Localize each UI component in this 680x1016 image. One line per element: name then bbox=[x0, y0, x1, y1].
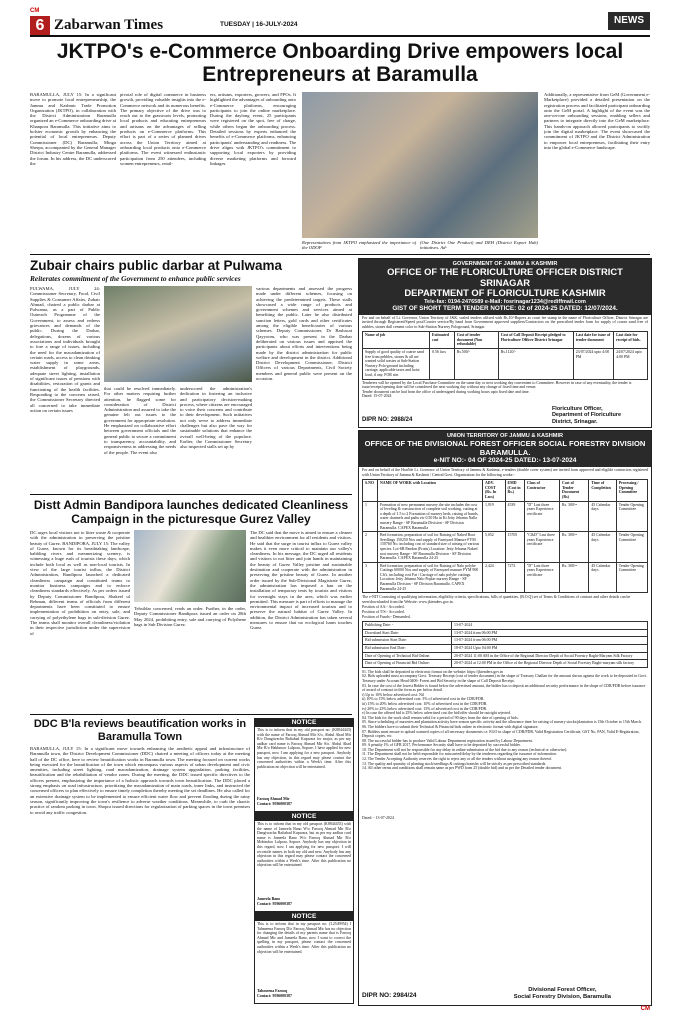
notice-3-contact: Contact: 9596000387 bbox=[257, 993, 292, 998]
tender2-condition: i) Up to 10% below advertised cost: Nil bbox=[362, 692, 424, 697]
tender2-condition: iv) 20% to 25% below advertised cost: 15% of advertised cost in the CDR/FDR. bbox=[362, 706, 488, 711]
table-row bbox=[363, 629, 648, 637]
tender2-position-1: Position of AA:- Accorded. bbox=[362, 605, 405, 610]
tender2-r3-c5: Rs. 300/= bbox=[560, 562, 589, 593]
notice-1-name: Farooq Ahmad Mir bbox=[257, 797, 290, 801]
story2-photo bbox=[104, 286, 252, 382]
tender1-contact: Tele-fax: 0194-2476589 e-Mail: fosrinagar1234@rediffmail.com bbox=[424, 298, 586, 305]
lead-caption-left: Representatives from JKTPO emphasized the importance of the ODOP bbox=[302, 240, 416, 251]
tender2-r2-c1: Bed formation, preparation of soil for Raising of Naked Root Seedlings 150250 Nos and supply of Farmyard Manure FYM 150760 No. including cost of standard size of raising of various species. Lot-6B Pandan (Fruits) Location: Jetty Jehama Naked root nursery Range - SF Baramulla Division - SF Division Baramulla. CAPEX Baramulla 24-25 bbox=[378, 532, 483, 563]
tender2-r1-c5: Rs. 300/= bbox=[560, 501, 589, 532]
tender2-th-0: S.NO bbox=[363, 480, 378, 501]
tender2-r1-c0: 1 bbox=[363, 501, 378, 532]
tender1-td-3: Rs.1120/- bbox=[498, 349, 573, 380]
tender2-date-label-5: Date of Opening of Technical Bid Online. bbox=[363, 652, 452, 660]
notice-3-body: This is to inform that in my passport no. (L2549954) I Tahmeena Farooq D/o Farooq Ahmad Mir has no objection for changing the details of my parents name that is Farooq Ahmad Mir and Jameela Bano, now I want to correct the spelling in my passport, please contact the concerned authorities within a Week's time. After this publication no objection will be entertained. bbox=[257, 922, 351, 954]
notice-1 bbox=[254, 718, 354, 812]
table-row bbox=[363, 622, 648, 630]
tender2-signoff bbox=[514, 987, 611, 1001]
dateline: TUESDAY | 16-JULY-2024 bbox=[220, 21, 298, 28]
tender2-condition: 14. All other terms and conditions shall remain same as per PWD form 25 (double bid) and as per the Detailed tender document. bbox=[362, 766, 562, 771]
tender2-r3-c1: Bed formation, preparation of soil for Raising of Nalo polybe Cuttings 60000 Nos and supply of Farmyard manure FYM 900 Cft's, including cost Fat / Carriage of nalo polybe cuttings. Location: Jetty Jehama Nalo Poplar nursery Range - SF Baramulla Division - SF Division Baramulla. CAPEX Baramulla 24-25 bbox=[378, 562, 483, 593]
tender2-th-3: EMD (Cost in Rs.) bbox=[505, 480, 524, 501]
header-rule bbox=[30, 35, 650, 37]
lead-headline: JKTPO's e-Commerce Onboarding Drive empowers local Entrepreneurs at Baramulla bbox=[56, 40, 624, 86]
tender1-footnote2: Tender document can be had from the office of undersigned during working hours upto fixed date and time. bbox=[362, 389, 530, 394]
notice-2-title: NOTICE bbox=[255, 813, 353, 821]
story2-col-4: various departments and assessed the progress made under different schemes, focusing on achieving the predetermined targets. These stalls showcased a wide range of products and government schemes and services aimed at benefiting the public. Later he also distributed sanction letters, gold cards and other certificates among the eligible beneficiaries of various schemes. Deputy Commissioner, Dr Bashacat Qayyoom, who was present in the Darbar deliberated on various issues and apprised the participants about efforts and interventions being made by the district administration for public welfare and development in the district. Additional District Development Commissioner, District Officers of various Departments, Civil Society members and general public were present on the occasion. bbox=[256, 286, 352, 382]
tender2-r1-c7: Tender Opening Committee bbox=[616, 501, 647, 532]
tender2-condition: 12. The Tender Accepting Authority reserves the right to reject any or all the tenders without assigning any reason thereof. bbox=[362, 757, 553, 762]
page-number: 6 bbox=[30, 16, 50, 35]
tender2-position-3: Position of Funds:- Demanded. bbox=[362, 614, 411, 619]
tender2-mid-note: The e-NIT Consisting of qualifying information, eligibility criteria, specifications, bills of quantities, (B.O.Q) set of Terms & Conditions of contract and other details can be seen/downloaded from the Website: www.jktenders.gov.in. bbox=[362, 595, 631, 604]
tender1-dept: DEPARTMENT OF FLORICULTURE KASHMIR bbox=[404, 287, 606, 298]
tender2-th-5: Cost of Tender Document (Rs) bbox=[560, 480, 589, 501]
tender2-date-label-1: Publishing Date: - bbox=[363, 622, 452, 630]
tender1-notice-line: GIST OF SHORT TERM TENDER NOTICE: 02 of 2024-25 DATED: 12/07/2024. bbox=[392, 304, 618, 312]
tender2-conditions bbox=[359, 670, 651, 816]
lead-col-1: BARAMULLA, JULY 15: In a significant move to promote local entrepreneurship, the Jammu and Kashmir Trade Promotion Organization (JKTPO), in collaboration with the District Administration Baramulla organized an e-Commerce onboarding drive at Khanpora Baramulla. This initiative aims to bolster economic growth by enhancing the potential of local entrepreneurs. Deputy Commissioner (DC) Baramulla, Minga Sherpa, accompanied by the General Manager District Industry Centre Baramulla, addressed the forum. In his address, the DC underscored the bbox=[30, 92, 116, 166]
tender2-th-4: Class of Contractor bbox=[524, 480, 559, 501]
notice-3-title: NOTICE bbox=[255, 913, 353, 921]
table-row bbox=[363, 532, 648, 563]
tender2-r1-c1: Formation of new permanent nursery the site includes the cost of leveling & construction of complete soil working, cutting at a depth of 1.5 to 2 Formation of nursery beds, raising of bunds, water channels and paths etc 0.50 Ha in Kt Jetty Jehama Nalla nursery Range - SF Baramulla Division - SF Division Baramulla. CAPEX Baramulla bbox=[378, 501, 483, 532]
masthead-bar bbox=[30, 8, 650, 36]
story2-subhead: Reiterates commitment of the Government to enhance public services bbox=[30, 274, 241, 283]
notice-3 bbox=[254, 912, 354, 1004]
notice-2 bbox=[254, 812, 354, 912]
notice-2-name: Jameela Bano bbox=[257, 897, 281, 901]
lead-col-4: Additionally, a representative from GeM (Government e-Marketplace) provided a detailed presentation on the registration process and facilitated participant onboarding onto the GeM portal. A highlight of the event was the one-on-one onboarding sessions, enabling sellers and partners to integrate directly into the GeM marketplace. This hands-on approach allowed participants to swiftly join the digital marketplace. The event showcased the commitment of JKTPO and the District Administration to empower local entrepreneurs, facilitating their entry into the global e-Commerce landscape. bbox=[544, 92, 650, 150]
tender1-signoff-3: District, Srinagar. bbox=[551, 418, 598, 425]
tender1-th-4: Last date for issue of tender document bbox=[573, 332, 613, 349]
tender1-th-0: Name of job bbox=[363, 332, 430, 349]
notice-1-body: This is to inform that in my old passport no. (K8844443) with the name of Farooq Ahmad Mir S/o, Abdul Ahad Mir R/o Dangiwacha Rafiabad Kupwara for major, as per my aadhar card name is Farooq Ahmad Mir S/o. Abdul Ahad Mir R/o Hakhnoor Lalpora, Sopore, I have applied for new passport, now I am applying for a new passport. Anybody has any objection, in this regard may please contact the concerned authorities within a Week's time. After this publication no objection will be entertained. bbox=[257, 728, 351, 769]
tender1-signoff bbox=[552, 406, 621, 426]
brand-mark-bottom: CM bbox=[640, 1006, 650, 1012]
tender2-condition: 01. The bids shall be deposited in electronic format on the website: https://jktenders.gov.in bbox=[362, 669, 503, 674]
tender2-r3-c7: Tender Opening Committee bbox=[616, 562, 647, 593]
tender2-th-6: Time of Completion bbox=[589, 480, 616, 501]
notice-1-contact: Contact: 9596000387 bbox=[257, 801, 292, 806]
tender2-dated: Dated: - 13-07-2024 bbox=[362, 815, 394, 820]
tender2-banner bbox=[359, 431, 651, 467]
tender2-r1-c6: 45 Calendar days bbox=[589, 501, 616, 532]
tender2-r2-c6: 45 Calendar days bbox=[589, 532, 616, 563]
tender1-table bbox=[362, 331, 648, 379]
tender2-condition: 04. The bids for the work shall remain valid for a period of 90 days from the date of opening of bids. bbox=[362, 715, 519, 720]
tender2-date-value-2: 13-07-2024 from 06:00 PM bbox=[452, 629, 648, 637]
tender1-td-2: Rs.500/- bbox=[454, 349, 498, 380]
tender2-r2-c5: Rs. 300/= bbox=[560, 532, 589, 563]
table-row bbox=[363, 501, 648, 532]
notice-3-name: Tahmeena Farooq bbox=[257, 989, 288, 993]
lead-bottom-rule bbox=[30, 254, 650, 255]
tender2-th-1: NAME OF WORK with Location bbox=[378, 480, 483, 501]
tender2-dates-table bbox=[362, 621, 648, 668]
story3-headline: Distt Admin Bandipora launches dedicated Cleanliness Campaign in the picturesque Gurez Valley bbox=[33, 498, 349, 526]
story2-headline: Zubair chairs public darbar at Pulwama bbox=[30, 258, 283, 273]
tender2-office: OFFICE OF THE DIVISIONAL FOREST OFFICER SOCIAL FORESTRY DIVISION BARAMULLA. bbox=[364, 439, 646, 457]
story3-photo bbox=[134, 530, 246, 602]
story2-col-2: that could be resolved immediately. For other matters requiring further attention, he flagged some for consideration of District Administration and assured to take the genuine felt out issues to the government for appropriate resolution. He emphasized on collaborative effort between government officials and the general public to secure a commitment to transparency, accountability, and responsiveness in addressing the needs of the people. The event also bbox=[104, 386, 176, 455]
tender2-condition: 06. The bidders have to submit their Technical & Financial bids online in electronic format with digital signature. bbox=[362, 724, 539, 729]
tender2-date-label-4: Bid submission End Date: bbox=[363, 645, 452, 653]
tender2-r1-c2: 1,919 bbox=[483, 501, 506, 532]
tender2-date-label-3: Bid submission Start Date: bbox=[363, 637, 452, 645]
tender2-condition: iii) 15% to 20% below advertised cost: 10% of advertised cost in the CDR/FDR. bbox=[362, 701, 488, 706]
lead-col-3: ers, artisans, exporters, growers, and FPOs. It highlighted the advantages of onboarding onto e-Commerce platforms, encouraging participants to join the online marketplace. During the daylong event, 25 participants were registered on the spot, free of charge, while others began the onboarding process. Detailed sessions by experts enhanced the benefits of e-Commerce platforms, enhancing participants' understanding and readiness. The drive aligns with JKTPO's commitment to supporting local exporters by providing diverse marketing platforms and forward linkages. bbox=[210, 92, 296, 166]
story3-col-1: DC urges local visitors not to litter waste & cooperate with the administration in preserving the pristine beauty of Gurez. BANDIPORA, JULY 15: The valley of Gurez, known for its breathtaking landscape, babbling rivers and mesmerizing scenery, is witnessing a huge rush of tourists these days, which include both local as well as non-local tourists. In view of the large tourist influx, the District Administration, Bandipora launched a dedicated cleanliness campaign and constituted teams to monitor business campaigns and to enforce cleanliness standards effectively. As per orders issued by Deputy Commissioner Bandipora, Shakeel ul Rehman, different teams of officials from different departments have been constituted to ensure implementation of prohibition on entry, sale, and carrying of polyethylene bags in sub-division Gurez. The teams shall monitor overall cleanliness/violation in their respective jurisdiction under the supervision of bbox=[30, 530, 130, 636]
tender2-condition: 03. In case the cost of the lowest Bidder is found below the advertised amount, the bidder has to deposit an additional security performance in the shape of CDR/FDR before issuance of award of contract in the form as per below detail. bbox=[362, 683, 646, 693]
tender1-td-4: 23/07/2024 upto 4:00 PM bbox=[573, 349, 613, 380]
tender1-office: OFFICE OF THE FLORICULTURE OFFICER DISTRICT SRINAGAR bbox=[387, 266, 623, 288]
tender2-signoff-1: Divisional Forest Officer, bbox=[528, 987, 597, 993]
lead-photo bbox=[302, 92, 538, 238]
table-row bbox=[363, 562, 648, 593]
tender2-r2-c4: "C&D" Last three years Experience certificate bbox=[524, 532, 559, 563]
tender2-r1-c3: 4539 bbox=[505, 501, 524, 532]
tender1-dipr: DIPR NO: 2988/24 bbox=[362, 417, 413, 423]
tender2-r3-c3: 7272 bbox=[505, 562, 524, 593]
tender2-r3-c6: 45 Calendar days bbox=[589, 562, 616, 593]
tender2-position-2: Position of T/S:- Accorded. bbox=[362, 610, 405, 615]
tender1-th-3: Cost of Call Deposit Receipt pledged to Floriculture Officer District Srinagar bbox=[498, 332, 573, 349]
tender2-r2-c3: 15705 bbox=[505, 532, 524, 563]
brand-mark-top: CM bbox=[30, 8, 40, 14]
tender1-th-5: Last date for receipt of bids. bbox=[614, 332, 648, 349]
story3-col-2: Tehsildar concerned, reads an order. Further, in the order, Deputy Commissioner Bandipora issued an order on 28th May 2024, prohibiting entry, sale and carrying of Polythene bags in Sub Division Gurez. bbox=[134, 606, 246, 627]
tender2-r1-c4: "D" Last three years Experience certificate bbox=[524, 501, 559, 532]
tender1-td-5: 24/07/2024 upto 4:00 PM bbox=[614, 349, 648, 380]
masthead-title: Zabarwan Times bbox=[54, 17, 164, 33]
section-label: NEWS bbox=[608, 12, 650, 30]
tender2-signoff-2: Social Forestry Division, Baramulla bbox=[513, 994, 611, 1000]
tender2-r3-c0: 3 bbox=[363, 562, 378, 593]
lead-col-2: pivotal role of digital commerce in business growth, providing valuable insights into the e-Commerce network and its numerous benefits. The primary objective of the drive was to reach out to the grassroots levels, promoting local products and educating entrepreneurs and artisans on the advantages of selling products on e-Commerce platforms. This effort is part of a series of planned drives across the Union Territory aimed at onboarding local products onto e-Commerce platforms. The event witnessed enthusiastic participation from 250 attendees, including women entrepreneurs, retail- bbox=[120, 92, 206, 166]
tender2-condition: 13. The quality and quantity of planting stock/seedlings & cuttings/transfer will be strictly as per prescribed standards. bbox=[362, 761, 547, 766]
tender2-r2-c7: Tender Opening Committee bbox=[616, 532, 647, 563]
tender2-date-value-4: 18-07-2024 Upto 04:00 PM bbox=[452, 645, 648, 653]
tender2-th-7: Processing / Opening Committee bbox=[616, 480, 647, 501]
notice-1-title: NOTICE bbox=[255, 719, 353, 727]
tender1-gov: GOVERNMENT OF JAMMU & KASHMIR bbox=[452, 261, 558, 267]
lead-caption-right: (One District One Product) and DEH (District Export Hub) initiatives. Ad- bbox=[420, 240, 538, 251]
tender2-date-value-5: 20-07-2024 11:00 AM in the Office of the Regional Director Depth of Social Forestry Baghi-Maryam Silk Factory bbox=[452, 652, 648, 660]
tender2-condition: 05. Since scheduling of nurseries and plantation activity have season specific activity and the allowance time for raising of nursery stocks/plantation is 15th October to 15th March. bbox=[362, 720, 642, 725]
story3-col-3: The DC said that the move is aimed to ensure a cleaner and healthier environment for all residents and visitors. He said that the surge in tourist influx to Gurez valley makes it even more critical to maintain our valley's cleanliness. In his message, the DC urged all residents and visitors to not litter and join hands in maintaining the beauty of Gurez Valley pristine and sustainable destination and cooperate with the administration in preserving the pristine beauty of Gurez. In another order issued by the Sub-Divisional Magistrate Gurez, the administration has imposed a ban on the installation of temporary tents by tourists and visitors for overnight stays in the area, which was earlier permitted. This measure is part of efforts to manage the environmental impact of increased tourism and to preserve the natural habitat of Gurez Valley. In addition, the District Administration has taken several measures to ensure that no ecological harm touches Gurez. bbox=[250, 530, 352, 631]
tender2-date-value-3: 13-07-2024 from 06:00 PM bbox=[452, 637, 648, 645]
table-row bbox=[363, 652, 648, 660]
tender2-dipr: DIPR NO: 2984/24 bbox=[362, 992, 417, 999]
tender2-r2-c2: 5,052 bbox=[483, 532, 506, 563]
tender2-date-label-2: Download Start Date: bbox=[363, 629, 452, 637]
tender2-condition: 02. Bids uploaded must accompany Govt. Treasury Receipt (cost of tender document) in the shape of Treasury Challan for the amount shown against the work to be deposited in Govt. Treasury under Account Head 0406- Forest and Bid Security in the shape of Call Deposit Receipt. bbox=[362, 674, 648, 683]
tender2-condition: 11. The Department shall not be held responsible for miscarried/delay by the tenderers regarding the issuance of information. bbox=[362, 752, 557, 757]
tender2-condition: 07. Bidders must ensure to upload scanned copies of all necessary documents i.e. EGO in shape of CDR/FDR, Valid Registration Certificate, GST No, PAN, Valid E-Registration, Deposit copies, etc. bbox=[362, 729, 640, 739]
tender2-condition: v) In case the offered bid is 25% below advertised cost the bid/offer should be outright rejected. bbox=[362, 711, 512, 716]
tender2-condition: 09. A penalty 1% of GFR 2017, Performance Security shall have to be deposited by successful bidder. bbox=[362, 743, 521, 748]
tender2-r3-c2: 2,424 bbox=[483, 562, 506, 593]
notice-2-contact: Contact: 9596000387 bbox=[257, 901, 292, 906]
table-row bbox=[363, 637, 648, 645]
tender2-th-2: ADV. COST (Rs. In Lacs) bbox=[483, 480, 506, 501]
tender1-td-1: 0.56 lacs bbox=[430, 349, 455, 380]
story3-bottom-rule bbox=[30, 714, 352, 715]
tender1-th-1: Estimated cost bbox=[430, 332, 455, 349]
tender2-condition: 08. The successful bidder has to produce Valid Labour Department registration issued by Labour Department. bbox=[362, 738, 533, 743]
tender2-notice-line: e-NIT NO:- 04 OF 2024-25 DATED:- 13-07-2024 bbox=[433, 457, 577, 464]
tender2-date-value-6: 20-07-2024 at 12:00 PM in the Office of the Regional Director Depth of Social Forestry Baghi-maryam silk factory bbox=[452, 660, 648, 668]
tender2-date-value-1: 13-07-2024 bbox=[452, 622, 648, 630]
table-row bbox=[363, 645, 648, 653]
tender1-signoff-1: Floriculture Officer, bbox=[551, 405, 603, 412]
story4-body: BARAMULLA, JULY 15: In a significant move towards enhancing the aesthetic appeal and infrastructure of Baramulla town, the District Development Commissioner (DDC) chaired a meeting of officers today at the meeting hall of the DC office, here to review beautification works in Baramulla town. The meeting focused on current works being executed for the beautification of the town which encompass various aspects of urban development and civic amenities, including street lighting, road macadamization, drainage system upgradation, parking facilities, beautification and the rehabilitation of vendor zones. During the meeting, the DDC issued specific directives to the officers present, emphasizing the importance of a holistic approach towards town beautification. The DDC placed a strong emphasis on road infrastructure, prioritizing the macadamization of main roads, inner links, and instructed the concerned officers to plan effectively to ensure timely completion thereby meeting the set deadlines. He also called for an extensive drainage system to be implemented to ensure efficient water flow and prevent flooding during the rainy season, significantly improving the town's resilience to adverse weather conditions. Meanwhile, to curb the chaotic practice of random parking in town, Shopra issued directions for regularization of parking spaces in the town premises to avoid any traffic congestion. bbox=[30, 746, 250, 815]
tender1-footnote: Tenderers will be opened by the Local Purchase Committee on the same day or next working day convenient to Committee. However in case of any eventuality, the tender is issue/receipt/opening date will be considered the next working day without any change of fixed time and venue. bbox=[362, 380, 632, 390]
story2-bottom-rule bbox=[30, 494, 352, 495]
tender1-dated: Dated: 15-07-2024 bbox=[362, 394, 392, 399]
tender1-th-2: Cost of tender document (Non refundable) bbox=[454, 332, 498, 349]
tender2-r2-c0: 2 bbox=[363, 532, 378, 563]
table-row bbox=[363, 660, 648, 668]
tender2-condition: 10. The Department will not be responsible for any delay in online submission of the bid due to any reason (technical or otherwise). bbox=[362, 747, 568, 752]
tender2-condition: ii) 10% to 15% below advertised cost: 3% of advertised cost in the CDR/FDR. bbox=[362, 697, 485, 702]
tender2-table bbox=[362, 479, 648, 593]
tender2-r3-c4: "D" Last three years Experience certificate bbox=[524, 562, 559, 593]
tender1-td-0: Supply of good quality of coarse sand free from pebbles, stones & all un-wanted solid wastes at Sub-Station Nursery Polo-ground including carriage, applicable taxes and hoist load, if any. FOR site. bbox=[363, 349, 430, 380]
tender1-intro: For and on behalf of Lt. Governor, Union Territory of J&K, sealed tenders affixed with Rs.10/-Rupees as court fee stamp in the name of Floriculture Officer, District Srinagar are invited through Registered/Speed post/Courier service/By hand from Government approved suppliers/Contractors on the prescribed tender form for supply of coarse sand free of rubbles, stones dull cement color to Sub-Station Nursery Pologround, Srinagar. bbox=[362, 315, 648, 329]
notice-2-body: This is to inform that in my old passport (K8844453) with the name of Jameela Bano W/o Farooq Ahmad Mir R/o Dangiwacha Rafiabad Kupwara, but as per my aadhar card name is Jameela Bano W/o Farooq Ahmad Mir R/o Mohindoo Lalpora, Sopore. Anybody has any objection in this regard, now I am applying for new passport. I will reconcile names in both my old and new. Anybody has any objection in this regard may please contact the concerned authorities within a Week's time. After this publication no objection will be entertained. bbox=[257, 822, 351, 868]
tender1-banner bbox=[359, 259, 651, 315]
tender2-gov: UNION TERRITORY OF JAMMU & KASHMIR bbox=[446, 433, 564, 439]
story4-headline: DDC B'la reviews beautification works in Baramulla Town bbox=[33, 718, 247, 743]
tender2-date-label-6: Date of Opening of Financial Bid Online: bbox=[363, 660, 452, 668]
story2-col-3: underscored the administration's dedication in fostering an inclusive and participatory decision-making process, where citizens are encouraged to voice their concerns and contribute to their development. Such initiatives not only serve to address immediate challenges but also pave the way for sustainable solutions that enhance the overall well-being of the populace. Earlier, the Commissioner Secretary also inspected stalls set up by bbox=[180, 386, 252, 450]
tender-social-forestry bbox=[358, 430, 652, 1006]
tender-floriculture bbox=[358, 258, 652, 428]
tender2-intro: For and on behalf of the Hon'ble Lt. Governor of Union Territory of Jammu & Kashmir, e-tenders (double cover system) are invited from approved and eligible contractors registered with Union Territory of Jammu & Kashmir / Central Govt. Organization for the following works:- bbox=[362, 468, 648, 477]
tender1-signoff-2: Department of Floriculture bbox=[551, 412, 621, 418]
story2-col-1: PULWAMA, JULY 24: Commissioner Secretary, Food, Civil Supplies & Consumer Affairs, Zubair Ahmad, chaired a public darbar at Pulwama, as a part of Public Outreach Programme of the Government, to assess and redress grievances and demands of the public. During the Darbar, delegations, dozens of various associations and individuals brought to fore a range of issues, including the need for the macadamization of certain roads, access to clean drinking water supply in some areas, establishment of playgrounds, adequate street lighting, installation of significant issues of pensions with disabilities, restoration of grants and functioning of the health facilities. Responding to the concerns raised, the Commissioner Secretary directed all concerned to take immediate action on certain issues bbox=[30, 286, 100, 413]
